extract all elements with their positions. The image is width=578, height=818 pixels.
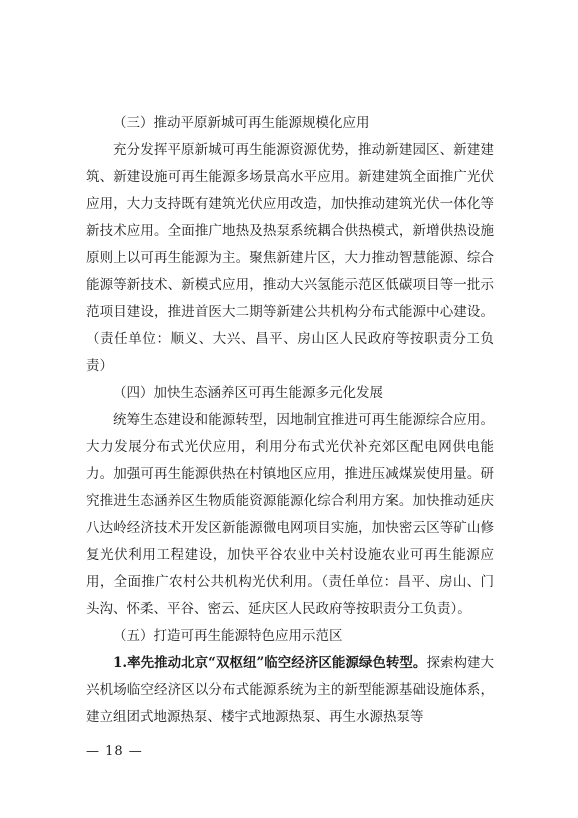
page-number: — 18 — (86, 744, 143, 759)
body-text (86, 110, 494, 731)
paragraph-ecological-areas: 统筹生态建设和能源转型，因地制宜推进可再生能源综合应用。大力发展分布式光伏应用，利用分布式光伏补充郊区配电网供电能力。加强可再生能源供热在村镇地区应用，推进压减煤炭使用量。研究推进生态涵养区生物质能资源能源化综合利用方案。加快推动延庆八达岭经济技术开发区新能源微电网项目实施，加快密云区等矿山修复光伏利用工程建设，加快平谷农业中关村设施农业可再生能源应用，全面推广农村公共机构光伏利用。（责任单位：昌平、房山、门头沟、怀柔、平谷、密云、延庆区人民政府等按职责分工负责）。 (86, 412, 494, 617)
paragraph-lead-title: 1.率先推动北京“双枢纽”临空经济区能源绿色转型。 (113, 655, 427, 671)
paragraph-plain-new-cities: 充分发挥平原新城可再生能源资源优势，推动新建园区、新建建筑、新建设施可再生能源多场景高水平应用。新建建筑全面推广光伏应用，大力支持既有建筑光伏应用改造，加快推动建筑光伏一体化等新技术应用。全面推广地热及热泵系统耦合供热模式，新增供热设施原则上以可再生能源为主。聚焦新建片区，大力推动智慧能源、综合能源等新技术、新模式应用，推动大兴氢能示范区低碳项目等一批示范项目建设，推进首医大二期等新建公共机构分布式能源中心建设。（责任单位：顺义、大兴、昌平、房山区人民政府等按职责分工负责） (86, 142, 494, 374)
section-heading-5: （五）打造可再生能源特色应用示范区 (113, 628, 343, 644)
paragraph-airport-economic-zone (86, 650, 494, 731)
section-heading-3: （三）推动平原新城可再生能源规模化应用 (113, 115, 370, 131)
section-heading-4: （四）加快生态涵养区可再生能源多元化发展 (113, 385, 383, 401)
paragraph-body: 探索构建大兴机场临空经济区以分布式能源系统为主的新型能源基础设施体系，建立组团式地源热泵、楼宇式地源热泵、再生水源热泵等 (86, 655, 495, 725)
